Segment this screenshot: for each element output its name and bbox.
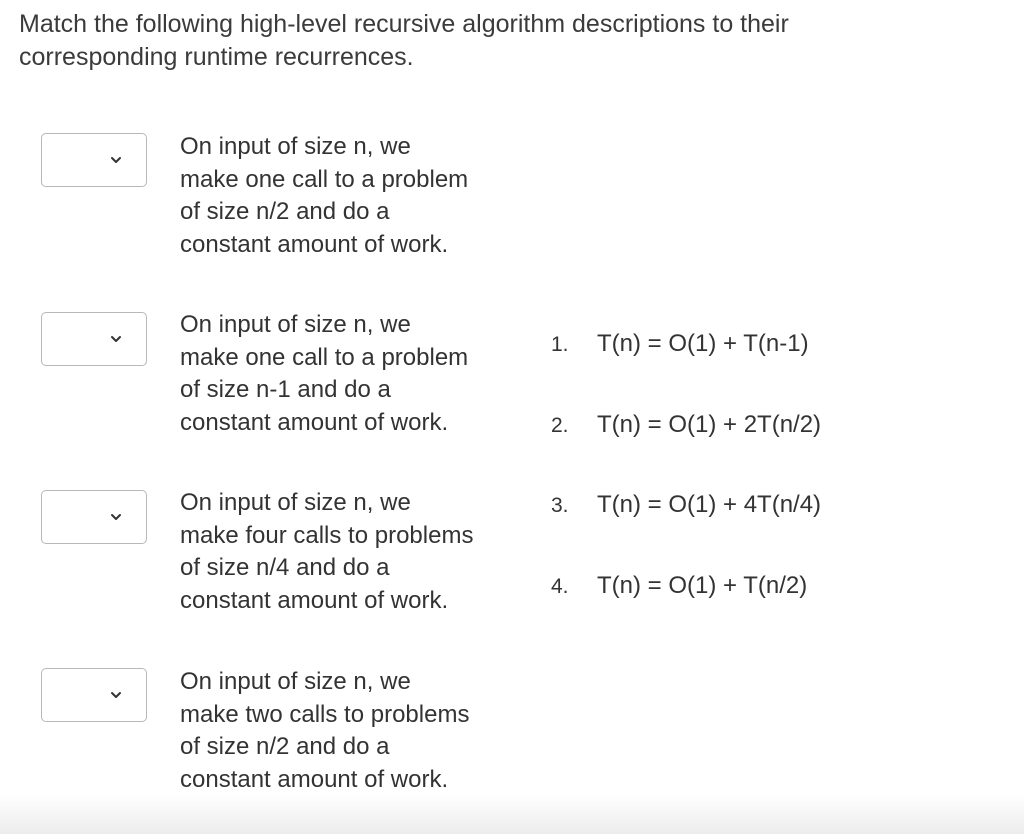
answer-number: 1. <box>551 333 569 356</box>
chevron-down-icon <box>110 333 122 345</box>
match-dropdown-1[interactable] <box>41 133 147 187</box>
chevron-down-icon <box>110 154 122 166</box>
answer-option-3 <box>551 490 821 521</box>
match-dropdown-2[interactable] <box>41 312 147 366</box>
match-dropdown-3[interactable] <box>41 490 147 544</box>
answer-number: 4. <box>551 575 569 598</box>
answer-number: 3. <box>551 494 569 517</box>
answer-text: T(n) = O(1) + 2T(n/2) <box>597 411 822 438</box>
description-4: On input of size n, we make two calls to problems of size n/2 and do a constant amount of work. <box>180 668 470 793</box>
chevron-down-icon <box>110 511 122 523</box>
answer-text: T(n) = O(1) + T(n-1) <box>597 330 809 357</box>
answer-number: 2. <box>551 414 569 437</box>
answer-option-4 <box>551 571 807 602</box>
description-3: On input of size n, we make four calls to problems of size n/4 and do a constant amount of work. <box>180 489 474 614</box>
question-prompt: Match the following high-level recursive algorithm descriptions to their corresponding runtime recurrences. <box>19 10 789 71</box>
bottom-shadow <box>0 794 1024 834</box>
answer-option-2 <box>551 410 821 441</box>
match-dropdown-4[interactable] <box>41 668 147 722</box>
answer-text: T(n) = O(1) + T(n/2) <box>597 572 808 599</box>
description-1: On input of size n, we make one call to a problem of size n/2 and do a constant amount of work. <box>180 133 469 258</box>
answer-option-1 <box>551 329 809 360</box>
chevron-down-icon <box>110 689 122 701</box>
description-2: On input of size n, we make one call to a problem of size n-1 and do a constant amount of work. <box>180 311 469 436</box>
answer-text: T(n) = O(1) + 4T(n/4) <box>597 491 822 518</box>
